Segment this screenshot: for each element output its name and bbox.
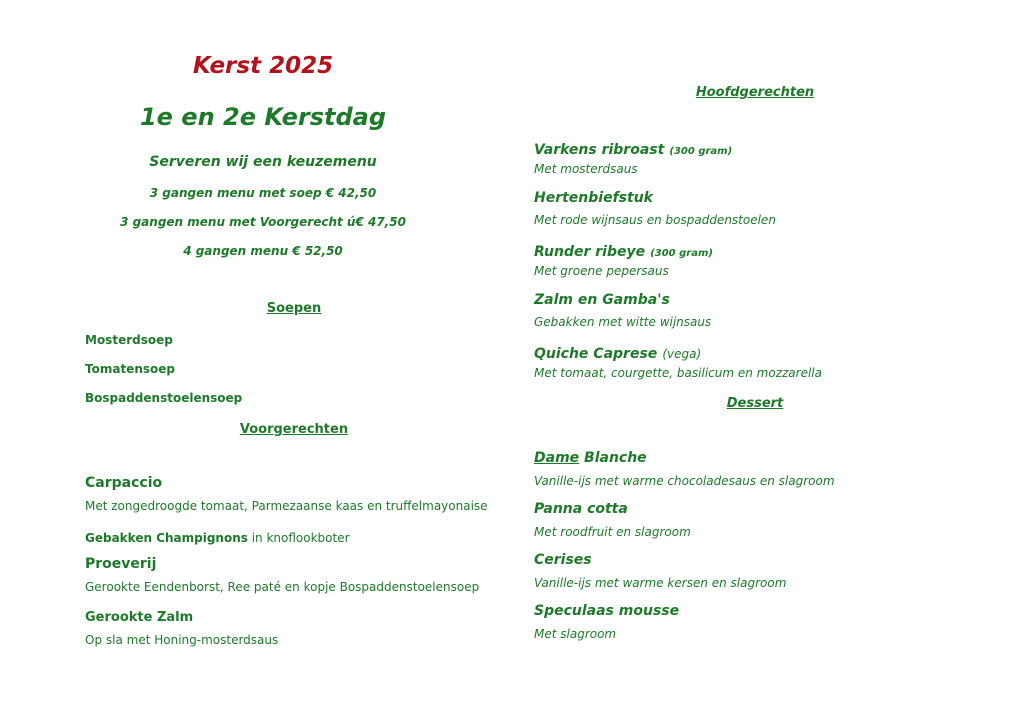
dessert-name: Cerises [534,552,592,568]
dish-description: Met groene pepersaus [534,264,669,278]
dish-name: Runder ribeye [534,244,646,260]
section-heading-voorgerechten: Voorgerechten [239,422,349,437]
menu-option: 3 gangen menu met soep € 42,50 [149,186,377,200]
dish-name: Gebakken Champignons [85,531,248,545]
dessert-name-part: Blanche [579,450,647,466]
dish-line [534,139,732,158]
dish-name: Quiche Caprese [534,346,658,362]
dish-description: Met rode wijnsaus en bospaddenstoelen [534,213,776,227]
dessert-name: Speculaas mousse [534,603,680,619]
dish-description: Met tomaat, courgette, basilicum en mozzarella [534,366,822,380]
dish-description: Gerookte Eendenborst, Ree paté en kopje Bospaddenstoelensoep [85,580,480,594]
intro-heading: Serveren wij een keuzemenu [149,154,377,170]
dish-description: Met roodfruit en slagroom [534,525,691,539]
dish-name: Zalm en Gamba's [534,292,670,308]
dessert-name-part: Dame [534,450,580,466]
dish-name: Carpaccio [85,475,163,491]
dessert-name: Panna cotta [534,501,628,517]
dish-description: Op sla met Honing-mosterdsaus [85,633,279,647]
dish-description: Met slagroom [534,627,617,641]
dish-description: in knoflookboter [247,531,350,545]
menu-option: 4 gangen menu € 52,50 [183,244,343,258]
dish-name: Varkens ribroast [534,142,665,158]
dish-name: Hertenbiefstuk [534,190,653,206]
dish-note: (300 gram) [650,248,713,259]
menu-option: 3 gangen menu met Voorgerecht ú€ 47,50 [120,215,406,229]
dish-name: Proeverij [85,556,157,572]
soup-item: Mosterdsoep [85,333,173,347]
dish-description: Gebakken met witte wijnsaus [534,315,712,329]
soup-item: Tomatensoep [85,362,175,376]
dish-description: Met mosterdsaus [534,162,638,176]
soup-item: Bospaddenstoelensoep [85,391,243,405]
page-title: Kerst 2025 [192,53,334,79]
dish-note: (300 gram) [669,146,733,157]
dish-description: Vanille-ijs met warme chocoladesaus en slagroom [534,474,835,488]
section-heading-soepen: Soepen [266,301,322,316]
dish-description: Vanille-ijs met warme kersen en slagroom [534,576,787,590]
dessert-name [534,450,647,466]
dish-line [534,241,713,260]
dish-name: Gerookte Zalm [85,610,194,625]
section-heading-dessert: Dessert [726,396,784,411]
dish-line [534,343,701,362]
dish-description: Met zongedroogde tomaat, Parmezaanse kaas en truffelmayonaise [85,499,488,513]
dish-line [85,527,350,546]
dish-note: (vega) [662,347,702,361]
page-subtitle: 1e en 2e Kerstdag [139,103,387,131]
section-heading-hoofdgerechten: Hoofdgerechten [695,85,815,100]
